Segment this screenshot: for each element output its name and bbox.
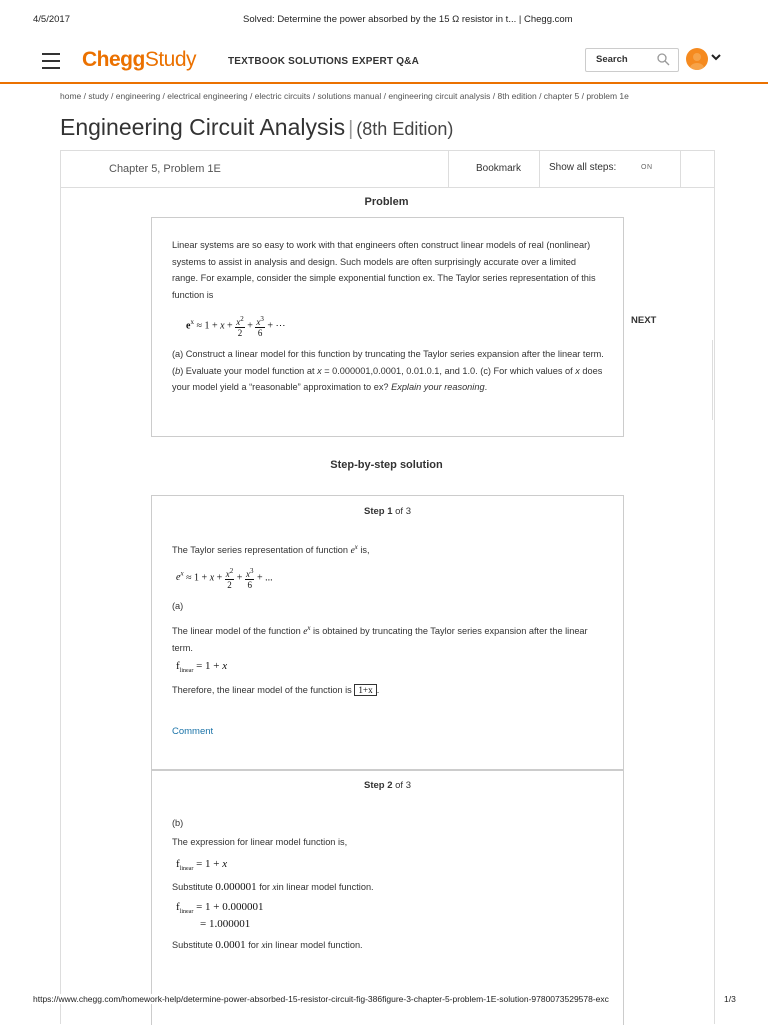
chapter-bar [60, 150, 715, 188]
taylor-series-equation: $e^x \approx 1 + x$ + $\frac{x^2}{2}$ + $\frac{x^3}{6}$ + ⋯ [186, 315, 286, 338]
logo-chegg-text: Chegg [82, 48, 145, 71]
step-1-box [151, 495, 624, 771]
question-a-text: (a) Construct a linear model for this function by truncating the Taylor series expansion after the linear term. ( [172, 349, 604, 376]
step2-text: in linear model function. [276, 882, 374, 892]
taylor-series-equation: $e^x \approx 1 + x$ + $\frac{x^2}{2}$ + $\frac{x^3}{6}$ + ... [176, 567, 273, 590]
print-footer-url: https://www.chegg.com/homework-help/determine-power-absorbed-15-resistor-circuit-fig-386figure-3-chapter-5-problem-1E-solution-9780073529578-exc [33, 994, 609, 1004]
step2-text: Substitute [172, 882, 216, 892]
step-2-box [151, 769, 624, 1025]
step-1-title [152, 506, 623, 517]
print-date: 4/5/2017 [33, 14, 70, 25]
divider [680, 151, 681, 187]
step1-text: is obtained by truncating the Taylor series expansion after the linear term. [172, 626, 588, 653]
part-b-label: (b) [172, 818, 184, 828]
step2-text: for [245, 940, 262, 950]
step1-line3: Therefore, the linear model of the function is 1+x . [172, 685, 380, 695]
book-title: Engineering Circuit Analysis [60, 114, 346, 140]
show-all-steps-toggle[interactable]: ON [641, 164, 653, 171]
problem-intro: Linear systems are so easy to work with that engineers often construct linear models of real (nonlinear) systems to assist in analysis and design. Such models are often surprisingly accurate over a limited range. For example, consider the simple exponential function ex. The Taylor series representation of this function is [172, 240, 596, 300]
divider [539, 151, 540, 187]
substitution-result: = 1.000001 [200, 918, 251, 930]
substitution-equation: $f_{linear} = 1 + 0.000001$ [176, 901, 264, 916]
breadcrumb[interactable]: home / study / engineering / electrical engineering / electric circuits / solutions manual / engineering circuit analysis / 8th edition / chapter 5 / problem 1e [60, 91, 629, 101]
user-avatar[interactable] [686, 48, 708, 70]
chevron-down-icon[interactable] [711, 53, 721, 61]
value: 0.0001 [215, 939, 246, 951]
linear-model-equation: $f_{linear} = 1 + x$ [176, 858, 228, 873]
boxed-answer: 1+x [354, 684, 376, 696]
variable-x: x [261, 940, 266, 950]
search-input[interactable] [585, 48, 679, 72]
step-count: of 3 [392, 506, 411, 517]
equation-rhs: = 1 + 0.000001 [196, 901, 264, 913]
step2-text: Substitute [172, 940, 216, 950]
step2-text: for [256, 882, 273, 892]
question-period: . [484, 382, 488, 392]
question-b-text: ) Evaluate your model function at [180, 365, 318, 376]
search-label: Search [596, 54, 628, 65]
variable-x: x [317, 365, 322, 376]
step1-text: The linear model of the function [172, 626, 304, 637]
divider [448, 151, 449, 187]
question-b-letter: b [175, 365, 181, 376]
problem-heading: Problem [364, 196, 409, 208]
user-silhouette-icon [686, 48, 708, 70]
step2-line1: The expression for linear model function is, [172, 837, 348, 847]
step2-text: in linear model function. [265, 940, 363, 950]
chapter-problem-label: Chapter 5, Problem 1E [109, 163, 221, 175]
part-a-label: (a) [172, 601, 184, 611]
chegg-study-logo[interactable] [82, 48, 196, 72]
page-title: Engineering Circuit Analysis | (8th Edition) [60, 114, 454, 140]
top-navbar [0, 40, 768, 84]
step-count: of 3 [392, 780, 411, 791]
question-c-text: does your model yield a “reasonable” approximation to ex? [172, 365, 603, 392]
question-explain: Explain your reasoning [391, 382, 485, 392]
problem-box [151, 217, 624, 437]
step1-line1: The Taylor series representation of function $e^x$ is, [172, 543, 370, 556]
variable-x: x [575, 365, 580, 376]
logo-study-text: Study [144, 48, 197, 71]
print-footer-page: 1/3 [724, 994, 736, 1004]
print-title: Solved: Determine the power absorbed by the 15 Ω resistor in t... | Chegg.com [243, 14, 573, 25]
next-button[interactable]: NEXT [631, 315, 657, 326]
bookmark-button[interactable]: Bookmark [476, 163, 522, 174]
problem-questions [172, 346, 604, 396]
linear-model-equation: $f_{linear} = 1 + x$ [176, 660, 228, 675]
step-number: Step 1 [363, 506, 393, 517]
comment-link[interactable]: Comment [172, 726, 214, 737]
show-all-steps-label: Show all steps: [549, 162, 617, 173]
step-number: Step 2 [363, 780, 393, 791]
step1-text: is, [357, 545, 370, 556]
step1-line2: The linear model of the function $e^x$ is obtained by truncating the Taylor series expansion after the linear term. [172, 624, 588, 653]
divider [712, 340, 713, 420]
book-edition: (8th Edition) [356, 119, 454, 139]
hamburger-menu-icon[interactable] [42, 53, 60, 74]
variable-x: x [272, 882, 277, 892]
step-2-title [152, 780, 623, 791]
substitute-line-2 [172, 937, 363, 954]
value: 0.000001 [215, 881, 257, 893]
question-values: = 0.000001,0.0001, 0.01.0.1, and 1.0. (c) For which values of [321, 365, 576, 376]
step1-text: Therefore, the linear model of the function is [172, 685, 355, 695]
solution-heading: Step-by-step solution [330, 459, 443, 471]
substitute-line-1 [172, 879, 374, 896]
nav-expert-qa[interactable]: EXPERT Q&A [352, 56, 420, 67]
nav-textbook-solutions[interactable]: TEXTBOOK SOLUTIONS [228, 56, 349, 67]
step1-text: The Taylor series representation of function [172, 545, 351, 556]
search-icon[interactable] [657, 53, 670, 66]
